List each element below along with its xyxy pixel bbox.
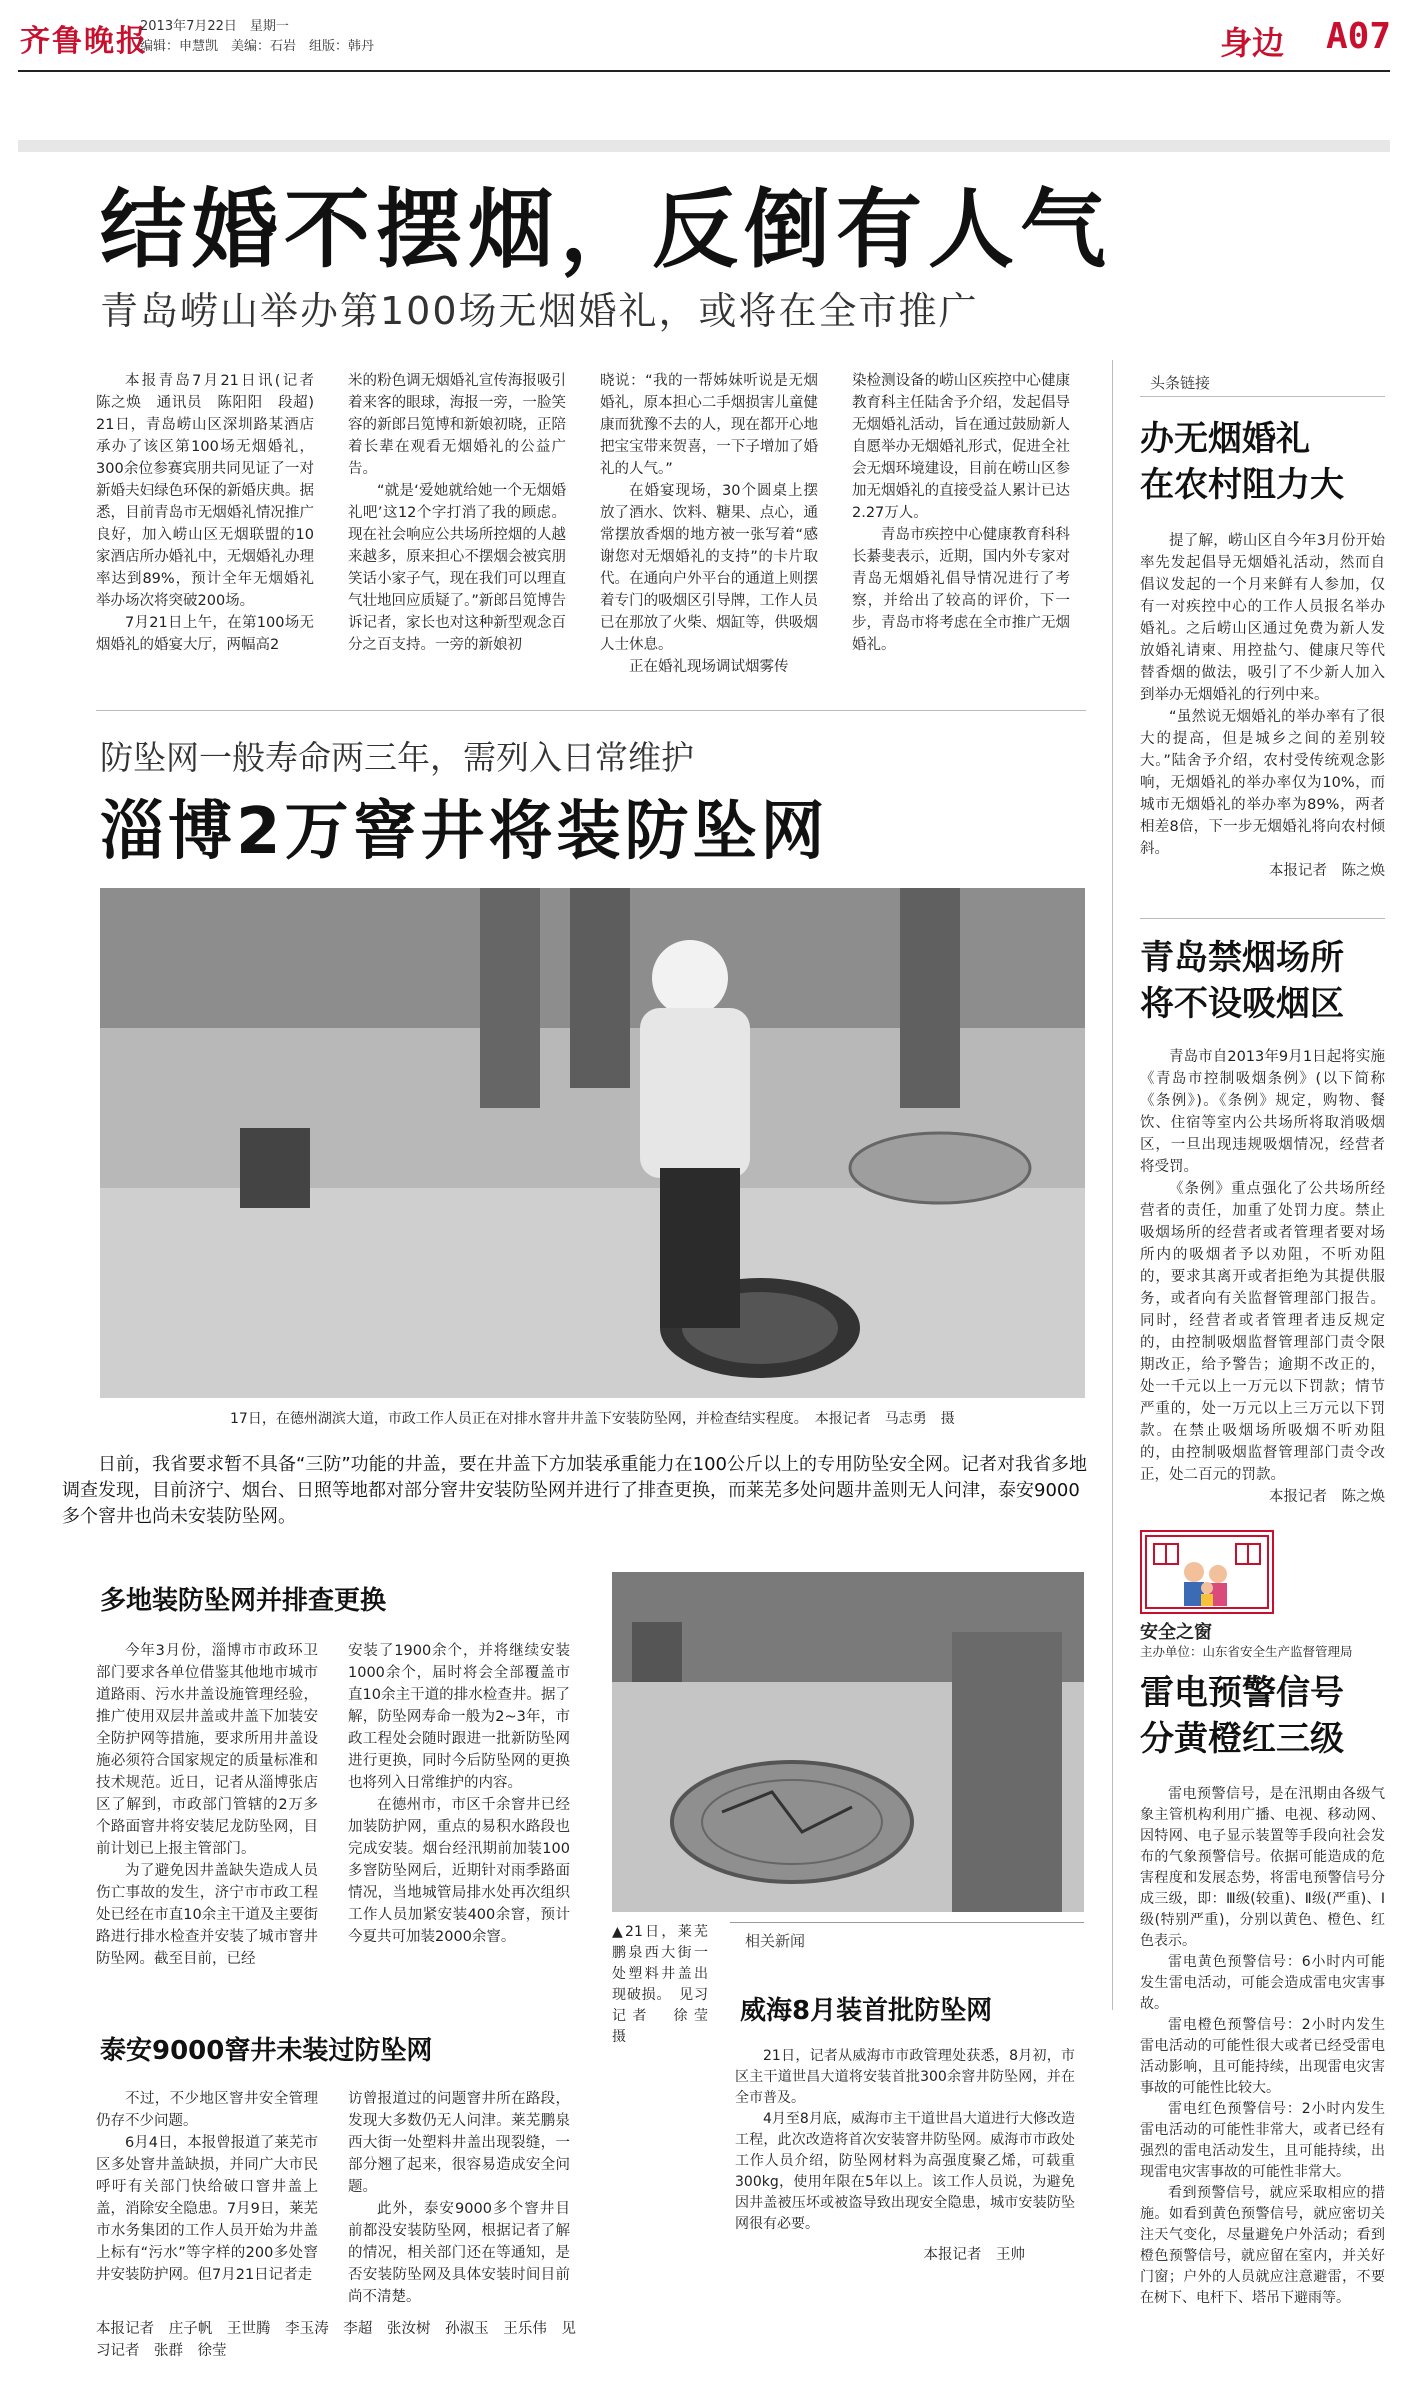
section2-column-a: 不过，不少地区窨井安全管理仍存不少问题。 6月4日，本报曾报道了莱芜市区多处窨井盖缺损，并同广大市民呼吁有关部门快给破口窨井盖上盖，消除安全隐患。7月9日，莱芜市水务集团的工作人员开始为井盖上标有“污水”等字样的200多处窨井安装防护网。但7月21日记者走	[96, 2091, 318, 2283]
safety-window-logo	[1140, 1530, 1274, 1614]
sidebar-article-1: 提了解，崂山区自今年3月份开始率先发起倡导无烟婚礼活动，然而自倡议发起的一个月来鲜有人参加，仅有一对疾控中心的工作人员报名举办婚礼。之后崂山区通过免费为新人发放婚礼请柬、用控盐勺、健康尺等代替香烟的做法，吸引了不少新人加入到举办无烟婚礼的行列中来。 “虽然说无烟婚礼的举办率有了很大的提高，但是城乡之间的差别较大。”陆舍予介绍，农村受传统观念影响，无烟婚礼的举办率仅为10%，而城市无烟婚礼的举办率为89%，两者相差8倍，下一步无烟婚礼将向农村倾斜。 本报记者 陈之焕	[1140, 533, 1385, 879]
section2-column-b: 访曾报道过的问题窨井所在路段，发现大多数仍无人问津。莱芜鹏泉西大街一处塑料井盖出现裂缝，一部分翘了起来，很容易造成安全问题。 此外，泰安9000多个窨井目前都没安装防坠网，根据记者了解的情况，相关部门还在等通知，是否安装防坠网及具体安装时间目前尚不清楚。	[348, 2091, 570, 2305]
sidebar-headline-3: 雷电预警信号 分黄橙红三级	[1140, 1673, 1344, 1759]
sidebar-divider	[1112, 360, 1113, 2010]
house-family-icon	[1142, 1532, 1272, 1612]
header-band	[18, 140, 1390, 152]
section-heading-2: 泰安9000窨井未装过防坠网	[100, 2036, 433, 2066]
lead-column-1: 本报青岛7月21日讯(记者 陈之焕 通讯员 陈阳阳 段超) 21日，青岛崂山区深圳路某酒店承办了该区第100场无烟婚礼，300余位参赛宾朋共同见证了一对新婚夫妇绿色环保的新婚庆典。据悉，目前青岛市无烟婚礼情况推广良好，加入崂山区无烟联盟的10家酒店所办婚礼中，无烟婚礼办理率达到89%，预计全年无烟婚礼举办场次将突破200场。 7月21日上午，在第100场无烟婚礼的婚宴大厅，两幅高2	[96, 373, 329, 653]
masthead-editors: 编辑：申慧凯 美编：石岩 组版：韩丹	[140, 39, 375, 54]
lead-subheadline: 青岛崂山举办第100场无烟婚礼，或将在全市推广	[100, 289, 979, 333]
lead-column-2: 米的粉色调无烟婚礼宣传海报吸引着来客的眼球，海报一旁，一脸笑容的新郎吕笕博和新娘初晓，正陪着长辈在观看无烟婚礼的公益广告。 “就是‘爱她就给她一个无烟婚礼吧’这12个字打消了我的顾虑。现在社会响应公共场所控烟的人越来越多，原来担心不摆烟会被宾朋笑话小家子气，现在我们可以理直气壮地回应质疑了。”新郎吕笕博告诉记者，家长也对这种新型观念百分之百支持。一旁的新娘初	[348, 373, 566, 653]
sidebar-rule-1	[1140, 918, 1385, 919]
related-news-tag: 相关新闻	[745, 1932, 806, 1950]
photo-caption: 17日，在德州湖滨大道，市政工作人员正在对排水窨井井盖下安装防坠网，并检查结实程度。 本报记者 马志勇 摄	[230, 1411, 955, 1427]
story2-kicker: 防坠网一般寿命两三年，需列入日常维护	[100, 738, 694, 777]
story2-top-rule	[96, 710, 1086, 711]
lead-column-4: 染检测设备的崂山区疾控中心健康教育科主任陆舍予介绍，发起倡导无烟婚礼活动，旨在通过鼓励新人自愿举办无烟婚礼形式，促进全社会无烟环境建设，目前在崂山区参加无烟婚礼的直接受益人累计已达2.27万人。 青岛市疾控中心健康教育科科长綦斐表示，近期，国内外专家对青岛无烟婚礼倡导情况进行了考察，并给出了较高的评价，下一步，青岛市将考虑在全市推广无烟婚礼。	[852, 373, 1070, 653]
section1-column-b: 安装了1900余个，并将继续安装1000余个，届时将会全部覆盖市直10余主干道的排水检查井。据了解，防坠网寿命一般为2~3年，市政工程处会随时跟进一批新防坠网进行更换，同时今后防坠网的更换也将列入日常维护的内容。 在德州市，市区千余窨井已经加装防护网，重点的易积水路段也完成安装。烟台经汛期前加装100多窨防坠网后，近期针对雨季路面情况，当地城管局排水处再次组织工作人员加紧安装400余窨，预计今夏共可加装2000余窨。	[348, 1643, 570, 1945]
photo2-caption: ▲21日，莱芜鹏泉西大街一处塑料井盖出现破损。 见习记者 徐莹 摄	[612, 1924, 722, 2045]
newspaper-logo: 齐鲁晚报	[20, 24, 148, 59]
related-rule	[730, 1922, 1084, 1923]
cracked-manhole-photo	[612, 1572, 1084, 1912]
story2-headline: 淄博2万窨井将装防坠网	[100, 795, 829, 869]
masthead-date: 2013年7月22日 星期一	[140, 19, 289, 34]
story2-bylines: 本报记者 庄子帆 王世腾 李玉涛 李超 张汝树 孙淑玉 王乐伟 见习记者 张群 徐莹	[96, 2321, 576, 2359]
sidebar-article-2: 青岛市自2013年9月1日起将实施《青岛市控制吸烟条例》(以下简称《条例》)。《条例》规定，购物、餐饮、住宿等室内公共场所将取消吸烟区，一旦出现违规吸烟情况，经营者将受罚。 《条例》重点强化了公共场所经营者的责任，加重了处罚力度。禁止吸烟场所的经营者或者管理者要对场所内的吸烟者予以劝阻，不听劝阻的，要求其离开或者拒绝为其提供服务，或者向有关监督管理部门报告。同时，经营者或者管理者违反规定的，由控制吸烟监督管理部门责令限期改正，给予警告；逾期不改正的，处一千元以上一万元以下罚款；情节严重的，处一万元以上三万元以下罚款。在禁止吸烟场所吸烟不听劝阻的，由控制吸烟监督管理部门责令改正，处二百元的罚款。 本报记者 陈之焕	[1140, 1049, 1385, 1505]
safety-window-sponsor: 主办单位：山东省安全生产监督管理局	[1140, 1644, 1353, 1659]
lead-column-3: 晓说：“我的一帮姊妹听说是无烟婚礼，原本担心二手烟损害儿童健康而犹豫不去的人，现在都开心地把宝宝带来贺喜，一下子增加了婚礼的人气。” 在婚宴现场，30个圆桌上摆放了酒水、饮料、糖果、点心，通常摆放香烟的地方被一张写着“感谢您对无烟婚礼的支持”的卡片取代。在通向户外平台的通道上则摆着专门的吸烟区引导牌，工作人员已在那放了火柴、烟缸等，供吸烟人士休息。 正在婚礼现场调试烟雾传	[600, 373, 818, 675]
section-heading-1: 多地装防坠网并排查更换	[100, 1586, 387, 1616]
header-rule	[18, 70, 1390, 72]
lead-headline: 结婚不摆烟，反倒有人气	[100, 180, 1112, 280]
sidebar-tag-rule	[1140, 396, 1385, 397]
sidebar-headline-1: 办无烟婚礼 在农村阻力大	[1140, 419, 1344, 505]
sidebar-article-3: 雷电预警信号，是在汛期由各级气象主管机构利用广播、电视、移动网、因特网、电子显示装置等手段向社会发布的气象预警信号。依据可能造成的危害程度和发展态势，将雷电预警信号分成三级，即：Ⅲ级(较重)、Ⅱ级(严重)、Ⅰ级(特别严重)，分别以黄色、橙色、红色表示。 雷电黄色预警信号：6小时内可能发生雷电活动，可能会造成雷电灾害事故。 雷电橙色预警信号：2小时内发生雷电活动的可能性很大或者已经受雷电活动影响，且可能持续，出现雷电灾害事故的可能性比较大。 雷电红色预警信号：2小时内发生雷电活动的可能性非常大，或者已经有强烈的雷电活动发生，且可能持续，出现雷电灾害事故的可能性非常大。 看到预警信号，就应采取相应的措施。如看到黄色预警信号，就应密切关注天气变化，尽量避免户外活动；看到橙色预警信号，就应留在室内，并关好门窗；户外的人员就应注意避雷，不要在树下、电杆下、塔吊下避雨等。	[1140, 1786, 1385, 2306]
safety-window-label: 安全之窗	[1140, 1622, 1212, 1643]
manhole-installation-photo	[100, 888, 1085, 1398]
sidebar-headline-2: 青岛禁烟场所 将不设吸烟区	[1140, 938, 1344, 1024]
related-headline: 威海8月装首批防坠网	[740, 1996, 993, 2026]
related-article: 21日，记者从威海市市政管理处获悉，8月初，市区主干道世昌大道将安装首批300余窨井防坠网，并在全市普及。 4月至8月底，威海市主干道世昌大道进行大修改造工程，此次改造将首次安装窨井防坠网。威海市市政处工作人员介绍，防坠网材料为高强度聚乙烯，可载重300kg，使用年限在5年以上。该工作人员说，为避免因井盖被压坏或被盗导致出现安全隐患，城市安装防坠网很有必要。 本报记者 王帅	[735, 2048, 1075, 2263]
story2-lead: 日前，我省要求暂不具备“三防”功能的井盖，要在井盖下方加装承重能力在100公斤以上的专用防坠安全网。记者对我省多地调查发现，目前济宁、烟台、日照等地都对部分窨井安装防坠网并进行了排查更换，而莱芜多处问题井盖则无人问津，泰安9000多个窨井也尚未安装防坠网。	[62, 1454, 1088, 1527]
section-title: 身边	[1219, 24, 1284, 62]
section1-column-a: 今年3月份，淄博市市政环卫部门要求各单位借鉴其他地市城市道路雨、污水井盖设施管理经验，推广使用双层井盖或井盖下加装安全防护网等措施，要求所用井盖设施必须符合国家规定的质量标准和技术规范。近日，记者从淄博张店区了解到，市政部门管辖的2万多个路面窨井将安装尼龙防坠网，目前计划已上报主管部门。 为了避免因井盖缺失造成人员伤亡事故的发生，济宁市市政工程处已经在市直10余主干道及主要街路进行排水检查并安装了城市窨井防坠网。截至目前，已经	[96, 1643, 318, 1967]
sidebar-tag: 头条链接	[1150, 374, 1211, 392]
page-number: A07	[1325, 16, 1391, 57]
